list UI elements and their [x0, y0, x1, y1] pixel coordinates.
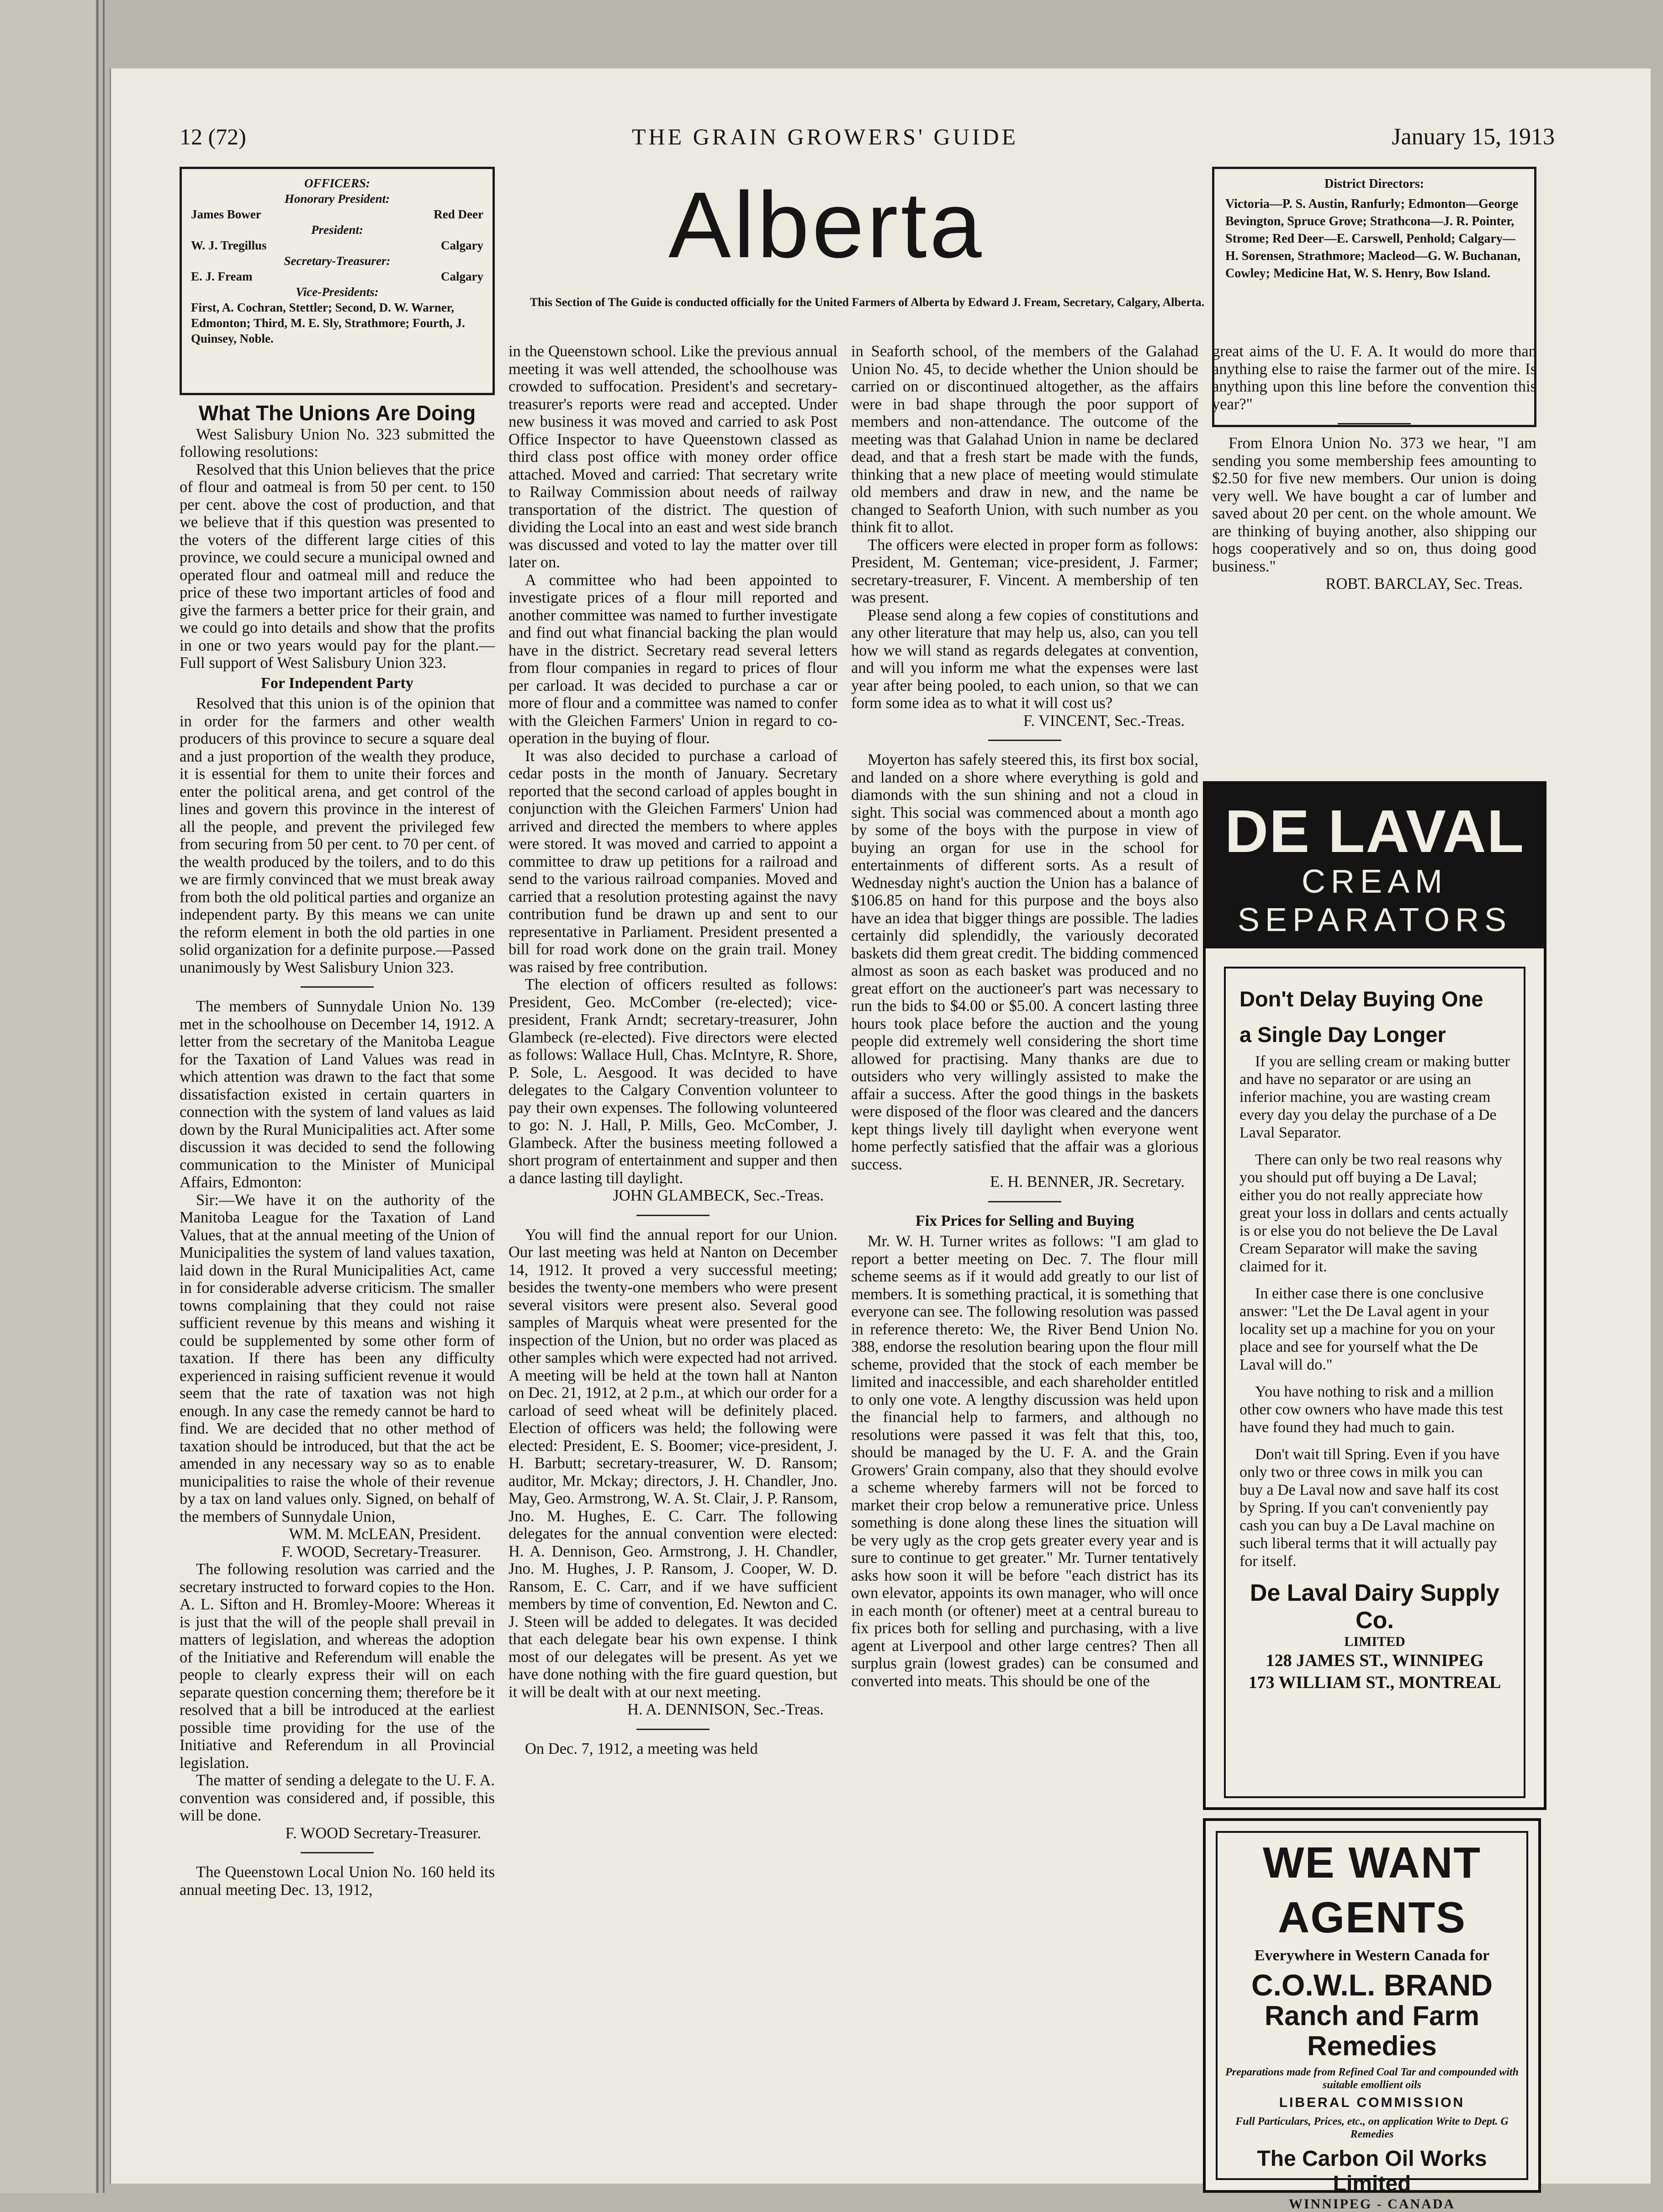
honorary-place: Red Deer	[434, 207, 483, 221]
signature: JOHN GLAMBECK, Sec.-Treas.	[613, 1187, 824, 1204]
article-heading: What The Unions Are Doing	[198, 401, 476, 425]
divider	[301, 1852, 374, 1853]
president-place: Calgary	[441, 238, 483, 252]
ad-city: WINNIPEG - CANADA	[1288, 2196, 1456, 2212]
paragraph: in Seaforth school, of the members of the Galahad Union No. 45, to decide whether the Union should be carried on or discontinued altogether, as the affairs were in bad shape through the poor support of members and non-attendance. The outcome of the meeting was that Galahad Union in name be declared dead, and that a fresh start be made with the funds, thinking that a new place of meeting would stimulate old members and draw in new, and the name be changed to Seaforth Union, with such number as you think fit to allot.	[851, 343, 1198, 536]
paragraph: West Salisbury Union No. 323 submitted the following resolutions:	[180, 425, 495, 460]
directors-list: Victoria—P. S. Austin, Ranfurly; Edmonton—George Bevington, Spruce Grove; Strathcona—J. R. Pointer, Strome; Red Deer—E. Carswell, Penhold; Calgary—H. Sorensen, Strathmore; Macleod—G. W. Buchanan, Cowley; Medicine Hat, W. S. Henry, Bow Island.	[1225, 197, 1521, 280]
honorary-label: Honorary President:	[284, 192, 390, 206]
ad-headline: Don't Delay Buying One	[1239, 987, 1483, 1011]
secretary-name: E. J. Fream	[191, 270, 253, 283]
ad-address: 173 WILLIAM ST., MONTREAL	[1248, 1673, 1501, 1692]
secretary-place: Calgary	[441, 270, 483, 283]
ad-body	[1239, 1053, 1510, 1570]
paragraph: The Queenstown Local Union No. 160 held its annual meeting Dec. 13, 1912,	[180, 1863, 495, 1899]
ad-product: Ranch and Farm Remedies	[1264, 2000, 1480, 2061]
agents-ad-box	[1216, 1831, 1528, 2212]
paragraph: On Dec. 7, 1912, a meeting was held	[525, 1740, 758, 1757]
newspaper-page	[110, 69, 1651, 2212]
ad-company: The Carbon Oil Works Limited	[1257, 2147, 1487, 2196]
president-name: W. J. Tregillus	[191, 238, 267, 252]
vice-presidents: First, A. Cochran, Stettler; Second, D. W. Warner, Edmonton; Third, M. E. Sly, Strathmore; Fourth, J. Quinsey, Noble.	[191, 301, 465, 345]
paragraph: You will find the annual report for our Union. Our last meeting was held at Nanton on December 14, 1912. It proved a very successful meeting; besides the twenty-one members who were present several visitors were present also. Several good samples of Marquis wheat were presented for the inspection of the Union, but no order was placed as other samples which were expected had not arrived. A meeting will be held at the town hall at Nanton on Dec. 21, 1912, at 2 p.m., at which our order for a carload of seed wheat will be definitely placed. Election of officers was held; the following were elected: President, E. S. Boomer; vice-president, J. H. Barbutt; secretary-treasurer, W. D. Ransom; auditor, Mr. Mckay; directors, J. H. Chandler, Jno. May, Geo. Armstrong, W. A. St. Clair, J. P. Ransom, Jno. M. Hughes, E. C. Carr. The following delegates for the annual convention were elected: H. A. Dennison, Geo. Armstrong, J. H. Chandler, Jno. M. Hughes, J. P. Ransom, J. Cooper, W. D. Ransom, E. C. Carr, and if we have sufficient members by time of convention, Ed. Newton and C. J. Steen will be added to delegates. It was decided that each delegate bear his own expense. I think most of our delegates will be present. As yet we have done nothing with the fire guard question, but it will be dealt with at our next meeting.	[508, 1226, 837, 1701]
column-1	[180, 401, 495, 1899]
ad-commission: LIBERAL COMMISSION	[1279, 2095, 1465, 2110]
secretary-label: Secretary-Treasurer:	[284, 254, 391, 268]
honorary-name: James Bower	[191, 207, 261, 221]
ad-product: CREAM	[1301, 863, 1448, 900]
officers-box	[180, 167, 495, 395]
agents-advertisement	[1203, 1818, 1541, 2212]
paragraph: in the Queenstown school. Like the previous annual meeting it was well attended, the schoolhouse was crowded to suffocation. President's and secretary-treasurer's reports were read and accepted. Under new business it was moved and carried to ask Post Office Inspector to have Queenstown classed as third class post office with money order office attached. Moved and carried: That secretary write to Railway Commission about needs of railway transportation of the district. The question of dividing the Local into an east and west side branch was discussed and voted to lay the matter over till later on.	[508, 343, 837, 571]
ad-paragraph: In either case there is one conclusive answer: "Let the De Laval agent in your locality set up a machine for you on your place and see for yourself what the De Laval will do."	[1239, 1285, 1495, 1373]
paragraph: The members of Sunnydale Union No. 139 met in the schoolhouse on December 14, 1912. A letter from the secretary of the Manitoba League for the Taxation of Land Values was read in which attention was drawn to the fact that some dissatisfaction existed in certain quarters in connection with the system of land values as laid down by the Rural Municipalities act. After some discussion it was decided to send the following communication to the Minister of Municipal Affairs, Edmonton:	[180, 998, 495, 1191]
vice-label: Vice-Presidents:	[296, 285, 379, 299]
signature: E. H. BENNER, JR. Secretary.	[990, 1173, 1185, 1191]
officers-title: OFFICERS:	[304, 176, 371, 190]
ad-brand: C.O.W.L. BRAND	[1251, 1968, 1493, 2002]
paragraph: great aims of the U. F. A. It would do more than anything else to raise the farmer out of the mire. Is anything upon this line before the convention this year?"	[1212, 343, 1536, 413]
signature: H. A. DENNISON, Sec.-Treas.	[627, 1701, 824, 1718]
issue-date: January 15, 1913	[1392, 124, 1555, 150]
paragraph: Please send along a few copies of constitutions and any other literature that may help us, also, can you tell how we will stand as regards delegates at convention, and will you inform me what the expenses were last year after being pooled, to each union, so that we can form some idea as to what it will cost us?	[851, 606, 1198, 712]
delaval-advertisement	[1203, 781, 1546, 1810]
president-label: President:	[311, 223, 363, 237]
paragraph: The matter of sending a delegate to the U. F. A. convention was considered and, if possible, this will be done.	[180, 1772, 495, 1824]
divider	[988, 1201, 1061, 1202]
paragraph: Resolved that this Union believes that the price of flour and oatmeal is from 50 per cent. to 150 per cent. above the cost of production, and that we believe that if this question was presented to the voters of the different large cities of this province, we could secure a municipal owned and operated flour and oatmeal mill and reduce the price of these two important articles of food and give the farmers a better price for their grain, and we could go into details and show that the profits in one or two years would pay for the plant.—Full support of West Salisbury Union 323.	[180, 460, 495, 672]
ad-product: SEPARATORS	[1237, 902, 1512, 938]
ad-paragraph: If you are selling cream or making butter and have no separator or are using an inferior machine, you are wasting cream every day you delay the purchase of a De Laval Separator.	[1239, 1053, 1510, 1141]
signature: F. WOOD Secretary-Treasurer.	[285, 1824, 481, 1842]
subheading: For Independent Party	[261, 674, 413, 692]
signature: F. WOOD, Secretary-Treasurer.	[281, 1543, 481, 1561]
page-fold-line	[103, 0, 105, 2193]
ad-line: Everywhere in Western Canada for	[1254, 1947, 1490, 1964]
ad-small-print: Full Particulars, Prices, etc., on application Write to Dept. G Remedies	[1235, 2116, 1509, 2140]
column-2	[508, 343, 837, 1757]
paragraph: It was also decided to purchase a carload of cedar posts in the month of January. Secretary reported that the second carload of apples bought in conjunction with the Gleichen Farmers' Union had arrived and directed the members to where apples were stored. It was moved and carried to appoint a committee to draw up petitions for a railroad and send to the various railroad companies. Moved and carried that a resolution protesting against the navy contribution fund be drawn up and sent to our representative in Parliament. President presented a bill for road work done on the grain trail. Money was raised by free contribution.	[508, 747, 837, 976]
signature: ROBT. BARCLAY, Sec. Treas.	[1325, 575, 1523, 593]
section-title: Alberta	[668, 173, 985, 277]
signature: WM. M. McLEAN, President.	[289, 1525, 481, 1543]
paragraph: The officers were elected in proper form as follows: President, M. Genteman; vice-president, J. Farmer; secretary-treasurer, F. Vincent. A membership of ten was present.	[851, 536, 1198, 606]
delaval-banner	[1206, 784, 1544, 948]
divider	[301, 986, 374, 988]
signature: F. VINCENT, Sec.-Treas.	[1023, 712, 1185, 730]
newspaper-name: THE GRAIN GROWERS' GUIDE	[632, 124, 1019, 149]
page-edge	[0, 0, 99, 2193]
paragraph: From Elnora Union No. 373 we hear, "I am sending you some membership fees amounting to $2.50 for five new members. Our union is doing very well. We have bought a car of lumber and saved about 20 per cent. on the whole amount. We are thinking of buying another, also shipping our hogs cooperatively and so on, thus doing good business."	[1212, 434, 1536, 575]
paragraph: The following resolution was carried and the secretary instructed to forward copies to the Hon. A. L. Sifton and H. Bromley-Moore: Whereas it is just that the will of the people shall prevail in matters of legislation, and whereas the adoption of the Initiative and Referendum will enable the people to clearly express their will on each separate question concerning them; therefore be it resolved that a bill be introduced at the earliest possible time providing for the use of the Initiative and Referendum in all Provincial legislation.	[180, 1561, 495, 1772]
ad-brand: DE LAVAL	[1224, 798, 1525, 865]
ad-paragraph: You have nothing to risk and a million other cow owners who have made this test have found they had much to gain.	[1239, 1383, 1503, 1436]
paragraph: Sir:—We have it on the authority of the Manitoba League for the Taxation of Land Values, that at the annual meeting of the Union of Municipalities the system of land values taxation, laid down in the Rural Municipalities Act, came in for considerable adverse criticism. The smaller towns complaining that they could not raise sufficient revenue by this means and wishing it could be supplemented by some other form of taxation. If there has been any difficulty experienced in raising sufficient revenue it would seem that the rate of taxation was not high enough. In any case the remedy cannot be hard to find. We are decided that no other method of taxation should be introduced, but that the act be amended in any necessary way so as to enable municipalities to raise the whole of their revenue by a tax on land values only. Signed, on behalf of the members of Sunnydale Union,	[180, 1191, 495, 1525]
running-header	[111, 123, 1651, 155]
directors-title: District Directors:	[1324, 177, 1424, 191]
divider	[636, 1215, 710, 1216]
divider	[988, 740, 1061, 741]
ad-paragraph: There can only be two real reasons why you should put off buying a De Laval; either you do not really appreciate how great your loss in dollars and cents actually is or else you do not believe the De Laval Cream Separator will make the saving claimed for it.	[1239, 1151, 1509, 1275]
divider	[636, 1729, 710, 1730]
paragraph: Moyerton has safely steered this, its first box social, and landed on a shore where everything is gold and diamonds with the sun shining and not a cloud in sight. This social was commenced about a month ago by some of the boys with the purpose in view of buying an organ for use in the school for entertainments of different sorts. As a result of Wednesday night's auction the Union has a balance of $106.85 on hand for this purpose and the boys also have an idea that bigger things are possible. The ladies certainly did splendidly, the variously decorated baskets did them great credit. The bidding commenced almost as soon as each basket was produced and no great effort on the auctioneer's part was necessary to run the bids to $4.00 or $5.00. A concert lasting three hours took place before the auction and the young people did extremely well considering the short time allowed for practising. Many thanks are due to outsiders who very willingly assisted to make the affair a success. After the good things in the baskets were disposed of the floor was cleared and the dancers kept things lively till daylight when everyone went home perfectly satisfied that the affair was a glorious success.	[851, 751, 1198, 1173]
paragraph: Resolved that this union is of the opinion that in order for the farmers and other wealth producers of this province to secure a square deal and a just proportion of the wealth they produce, it is essential for them to unite their forces and enter the political arena, and get control of the lines and govern this province in the interest of all the people, and prevent the privileged few from securing from 50 per cent. to 70 per cent. of the wealth produced by the toilers, and to do this we are firmly convinced that we must break away from both the old political parties and organize an independent party. By this means we can unite the reform element in both the old parties in one solid organization for a definite purpose.—Passed unanimously by West Salisbury Union 323.	[180, 695, 495, 976]
ad-small-print: Preparations made from Refined Coal Tar and compounded with suitable emollient oils	[1225, 2066, 1519, 2091]
section-subtitle: This Section of The Guide is conducted officially for the United Farmers of Alberta by Edward J. Fream, Secretary, Calgary, Alberta.	[530, 296, 1205, 309]
subheading: Fix Prices for Selling and Buying	[915, 1212, 1134, 1229]
divider	[1338, 423, 1411, 424]
paragraph: A committee who had been appointed to investigate prices of a flour mill reported and another committee was named to further investigate and find out what financial backing the plan would have in the district. Secretary read several letters from flour companies in regard to prices of flour per carload. It was decided to purchase a car or more of flour and a committee was named to confer with the Gleichen Farmers' Union in regard to co-operation in the buying of flour.	[508, 571, 837, 747]
ad-address: 128 JAMES ST., WINNIPEG	[1266, 1651, 1484, 1670]
paragraph: The election of officers resulted as follows: President, Geo. McComber (re-elected); vice-president, Frank Arndt; secretary-treasurer, John Glambeck (re-elected). Five directors were elected as follows: Wallace Hull, Chas. McIntyre, R. Shore, P. Sole, L. Aesgood. It was decided to have delegates to the Calgary Convention volunteer to pay their own expenses. The following volunteered to go: N. J. Hall, P. Mills, Geo. McComber, J. Glambeck. After the business meeting followed a short program of entertainment and supper and then a dance lasting till daylight.	[508, 976, 837, 1187]
ad-limited: LIMITED	[1344, 1634, 1405, 1649]
paragraph: Mr. W. H. Turner writes as follows: "I am glad to report a better meeting on Dec. 7. The flour mill scheme seems as if it would add greatly to our list of members. It is something practical, it is something that everyone can see. The following resolution was passed in reference thereto: We, the River Bend Union No. 388, endorse the resolution bearing upon the flour mill scheme, provided that the stock of each member be limited and inaccessible, and each shareholder entitled to only one vote. A lengthy discussion was held upon the financial help to farmers, and although no resolutions were passed it was felt that this, too, should be managed by the U. F. A. and the Grain Growers' Grain company, also that they should evolve a scheme whereby farmers will not be forced to market their crop below a remunerative price. Unless something is done along these lines the situation will be very ugly as the crop gets greater every year and is sure to continue to get greater." Mr. Turner tentatively asks how soon it will be before "each district has its own elevator, appoints its own manager, who will once in each month (or oftener) meet at a central bureau to fix prices both for selling and purchasing, with a live agent at Liverpool and other large centres? Then all surplus grain (lowest grades) can be consumed and converted into meats. This should be one of the	[851, 1233, 1198, 1690]
page-number: 12 (72)	[180, 124, 246, 149]
ad-company: De Laval Dairy Supply Co.	[1250, 1580, 1500, 1634]
column-4	[1212, 343, 1536, 593]
column-3	[851, 343, 1198, 1690]
ad-headline: a Single Day Longer	[1239, 1022, 1446, 1047]
ad-paragraph: Don't wait till Spring. Even if you have only two or three cows in milk you can buy a De Laval now and save half its cost by Spring. If you can't conveniently pay cash you can buy a De Laval machine on such liberal terms that it will actually pay for itself.	[1239, 1446, 1499, 1570]
ad-copy-box	[1224, 967, 1525, 1798]
ad-headline: WE WANT AGENTS	[1263, 1838, 1481, 1942]
